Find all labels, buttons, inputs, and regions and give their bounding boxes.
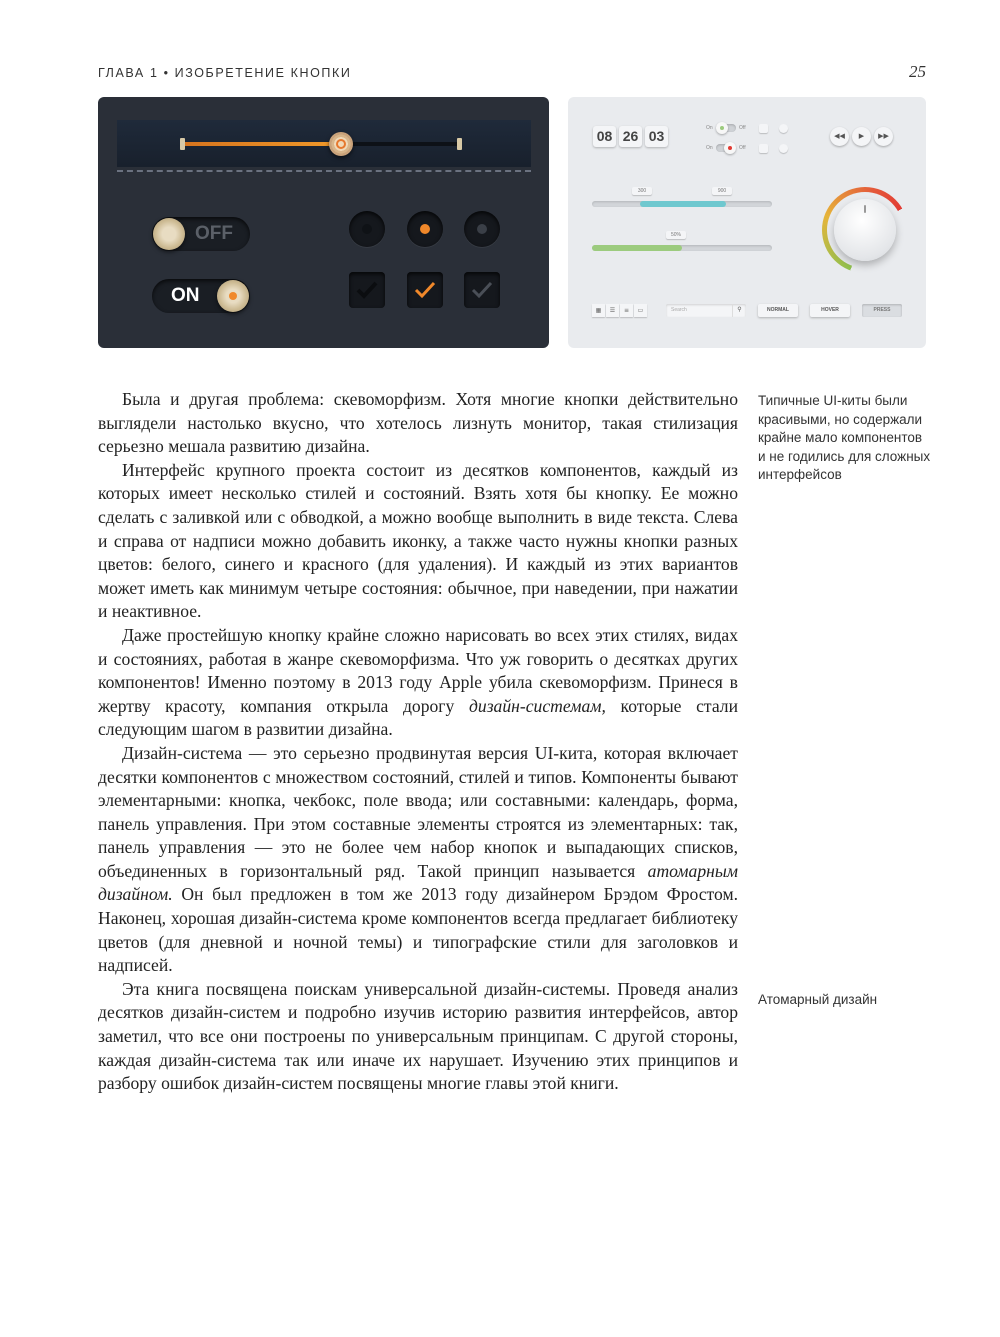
toggle-on — [152, 279, 250, 313]
mini-radio-selected — [779, 124, 788, 133]
toggle-off — [152, 217, 250, 251]
paragraph: Эта книга посвящена поискам универсальной дизайн-системы. Проведя анализ десятков дизайн-систем и подробно изучив историю развития интерфейсов, автор заметил, что все они построены по универсальным принципам. С другой стороны, каждая дизайн-система так или иначе их нарушает. Изучению этих принципов и разбору ошибок дизайн-систем посвящены многие главы этой книги. — [98, 978, 738, 1094]
timer-digit: 08 — [593, 126, 616, 147]
list-view-icon: ☰ — [606, 304, 619, 317]
hover-button: HOVER — [810, 304, 850, 317]
search-icon: ⚲ — [732, 304, 746, 317]
normal-button: NORMAL — [758, 304, 798, 317]
checkmark-icon — [413, 278, 437, 302]
paragraph: Дизайн-система — это серьезно продвинутая версия UI-кита, которая включает десятки компонентов с множеством состояний, стилей и типов. Компоненты бывают элементарными: кнопка, чекбокс, поле ввода; или составными: календарь, форма, панель управления. При этом составные элементы строятся из элементарных: так, панель управления — это не более чем набор кнопок и выпадающих списков, объединенных в горизонтальный ряд. Такой принцип называется атомарным дизайном. Он был предложен в том же 2013 году дизайнером Брэдом Фростом. Наконец, хорошая дизайн-система кроме компонентов всегда предлагает библиотеку цветов (для дневной и ночной темы) и типографские стили для заголовков и надписей. — [98, 742, 738, 976]
body-text — [98, 388, 738, 1096]
slider-end-cap — [180, 138, 185, 150]
radio-button-selected — [407, 211, 443, 247]
toggle-on-label: ON — [171, 285, 200, 306]
mini-toggle-on-label: On — [706, 125, 713, 131]
range-slider-fill — [640, 201, 726, 207]
mini-toggle-off-label: Off — [739, 125, 746, 131]
rewind-icon: ◀◀ — [830, 127, 849, 146]
progress-label: 50% — [666, 231, 686, 239]
mini-toggle-on-label: On — [706, 145, 713, 151]
mini-toggle — [716, 144, 736, 152]
slider-end-cap — [457, 138, 462, 150]
mini-radio — [779, 144, 788, 153]
timer-digit: 26 — [619, 126, 642, 147]
emphasis: дизайн-системам, — [469, 695, 606, 716]
page-number: 25 — [909, 62, 926, 81]
grid-view-icon: ▦ — [592, 304, 605, 317]
dark-ui-kit-illustration — [98, 97, 549, 348]
volume-dial — [834, 199, 896, 261]
fast-forward-icon: ▶▶ — [874, 127, 893, 146]
radio-button — [349, 211, 385, 247]
toggle-off-label: OFF — [195, 223, 233, 244]
checkbox-gray — [464, 272, 500, 308]
running-head: ГЛАВА 1 • ИЗОБРЕТЕНИЕ КНОПКИ — [98, 66, 352, 80]
detail-view-icon: ≡ — [620, 304, 633, 317]
range-label-max: 900 — [712, 187, 732, 195]
mini-toggle — [716, 124, 736, 132]
light-ui-kit-illustration — [568, 97, 926, 348]
slider-knob — [329, 132, 353, 156]
toggle-knob — [153, 218, 185, 250]
range-label-min: 300 — [632, 187, 652, 195]
slider-fill — [183, 142, 341, 146]
search-field — [666, 304, 746, 317]
mini-toggle-off-label: Off — [739, 145, 746, 151]
column-view-icon: ▭ — [634, 304, 647, 317]
paragraph: Была и другая проблема: скевоморфизм. Хотя многие кнопки действительно выглядели настолько вкусно, что хотелось лизнуть монитор, такая стилизация серьезно мешала развитию дизайна. — [98, 389, 738, 457]
margin-note-atomic-design: Атомарный дизайн — [758, 992, 878, 1007]
mini-checkbox-checked — [759, 144, 768, 153]
stitch-line — [117, 170, 531, 172]
paragraph: Даже простейшую кнопку крайне сложно нарисовать во всех этих стилях, видах и состояниях, работая в жанре скевоморфизма. Что уж говорить о десятках других компонентов! Именно поэтому в 2013 году Apple убила скевоморфизм. Принеся в жертву красоту, компания открыла дорогу дизайн-системам, которые стали следующим шагом в развитии дизайна. — [98, 624, 738, 740]
checkbox-orange — [407, 272, 443, 308]
paragraph: Интерфейс крупного проекта состоит из десятков компонентов, каждый из которых имеет несколько стилей и состояний. Взять хотя бы кнопку. Ее можно сделать с заливкой или с обводкой, а можно вообще выполнить в виде текста. Слева и справа от надписи можно добавить иконку, а также часто нужны кнопки разных цветов: белого, синего и красного (для удаления). И каждый из этих вариантов может иметь как минимум четыре состояния: обычное, при наведении, при нажатии и неактивное. — [98, 459, 738, 622]
figure-caption: Типичные UI-киты были красивыми, но содержали крайне мало компонентов и не годились для сложных интерфейсов — [758, 393, 931, 482]
play-icon: ▶ — [852, 127, 871, 146]
emphasis: атомарным дизайном. — [98, 860, 738, 905]
toggle-knob — [217, 280, 249, 312]
progress-fill — [592, 245, 682, 251]
checkbox-dark — [349, 272, 385, 308]
checkmark-icon — [355, 278, 379, 302]
press-button: PRESS — [862, 304, 902, 317]
search-placeholder: Search — [671, 307, 687, 313]
radio-button — [464, 211, 500, 247]
timer-digit: 03 — [645, 126, 668, 147]
mini-checkbox — [759, 124, 768, 133]
checkmark-icon — [470, 278, 494, 302]
